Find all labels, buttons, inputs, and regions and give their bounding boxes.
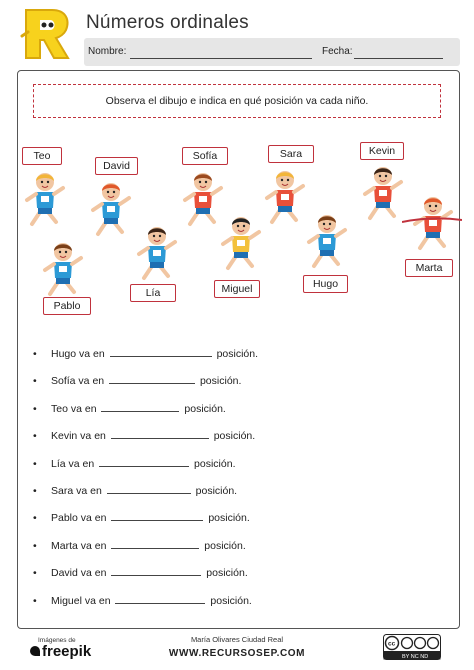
bullet: • (33, 539, 37, 552)
bullet: • (33, 348, 37, 360)
question-item (33, 484, 237, 497)
runner-sara (262, 166, 308, 226)
tag-pablo: Pablo (43, 297, 91, 315)
question-item (33, 457, 236, 470)
question-text: Sofía va en (51, 375, 105, 388)
answer-blank[interactable] (101, 402, 179, 412)
runner-kevin (360, 162, 406, 222)
question-suffix: posición. (208, 512, 250, 525)
question-suffix: posición. (213, 430, 256, 443)
page-title: Números ordinales (86, 12, 249, 33)
question-item (33, 347, 258, 360)
runner-teo (22, 168, 68, 228)
name-label: Nombre: (88, 46, 127, 57)
question-text: Marta va en (51, 539, 107, 552)
tag-teo: Teo (22, 147, 62, 165)
svg-text:cc: cc (388, 640, 396, 648)
header-bar (84, 38, 460, 66)
runner-miguel (218, 212, 264, 272)
question-item (33, 374, 241, 387)
tag-marta: Marta (405, 259, 453, 277)
bullet: • (33, 512, 37, 525)
question-suffix: posición. (216, 348, 259, 360)
bullet: • (33, 485, 37, 497)
answer-blank[interactable] (99, 457, 189, 467)
tag-sara: Sara (268, 145, 314, 163)
question-suffix: posición. (210, 594, 252, 607)
question-suffix: posición. (194, 457, 236, 470)
logo-letter: R (32, 54, 33, 55)
question-item (33, 594, 252, 607)
question-text: Lía va en (51, 457, 95, 470)
answer-blank[interactable] (111, 429, 209, 439)
tag-kevin: Kevin (360, 142, 404, 160)
answer-blank[interactable] (109, 374, 195, 384)
instruction-text: Observa el dibujo e indica en qué posición va cada niño. (105, 95, 369, 107)
question-text: Teo va en (51, 402, 97, 415)
runner-david (88, 178, 134, 238)
tag-hugo: Hugo (303, 275, 348, 293)
date-field[interactable] (354, 58, 443, 59)
tag-sofia: Sofía (182, 147, 228, 165)
bullet: • (33, 375, 37, 388)
question-suffix: posición. (206, 567, 248, 580)
license-text: BY NC ND (402, 654, 429, 660)
question-item (33, 402, 226, 415)
recursosep-logo (18, 6, 76, 64)
question-item (33, 429, 255, 442)
name-field[interactable] (130, 58, 312, 59)
tag-lia: Lía (130, 284, 176, 302)
runner-hugo (304, 210, 350, 270)
tag-david: David (95, 157, 138, 175)
bullet: • (33, 430, 37, 443)
answer-blank[interactable] (111, 566, 201, 576)
question-text: Sara va en (51, 485, 102, 497)
bullet: • (33, 457, 37, 470)
answer-blank[interactable] (107, 484, 191, 494)
bullet: • (33, 594, 37, 607)
answer-blank[interactable] (115, 594, 205, 604)
runner-lia (134, 222, 180, 282)
bullet: • (33, 567, 37, 580)
freepik-logo: freepik (42, 643, 92, 660)
question-text: Pablo va en (51, 512, 107, 525)
cc-license-badge (383, 634, 441, 660)
tag-miguel: Miguel (214, 280, 260, 298)
site-link[interactable]: WWW.RECURSOSEP.COM (168, 648, 306, 659)
question-item (33, 511, 250, 524)
finish-ribbon (402, 214, 462, 226)
question-text: Hugo va en (51, 348, 105, 360)
question-text: Miguel va en (51, 594, 111, 607)
runner-pablo (40, 238, 86, 298)
author-credit: María Olivares Ciudad Real (190, 635, 284, 644)
question-suffix: posición. (204, 539, 246, 552)
question-text: Kevin va en (51, 430, 106, 443)
answer-blank[interactable] (111, 511, 203, 521)
question-suffix: posición. (199, 375, 242, 388)
question-suffix: posición. (195, 485, 238, 497)
question-item (33, 566, 248, 579)
answer-blank[interactable] (110, 347, 212, 357)
question-item (33, 539, 246, 552)
date-label: Fecha: (322, 46, 353, 57)
question-text: David va en (51, 567, 107, 580)
answer-blank[interactable] (111, 539, 199, 549)
bullet: • (33, 402, 37, 415)
instruction-box (33, 84, 441, 118)
question-suffix: posición. (184, 402, 226, 415)
images-label: Imágenes de (38, 637, 76, 644)
